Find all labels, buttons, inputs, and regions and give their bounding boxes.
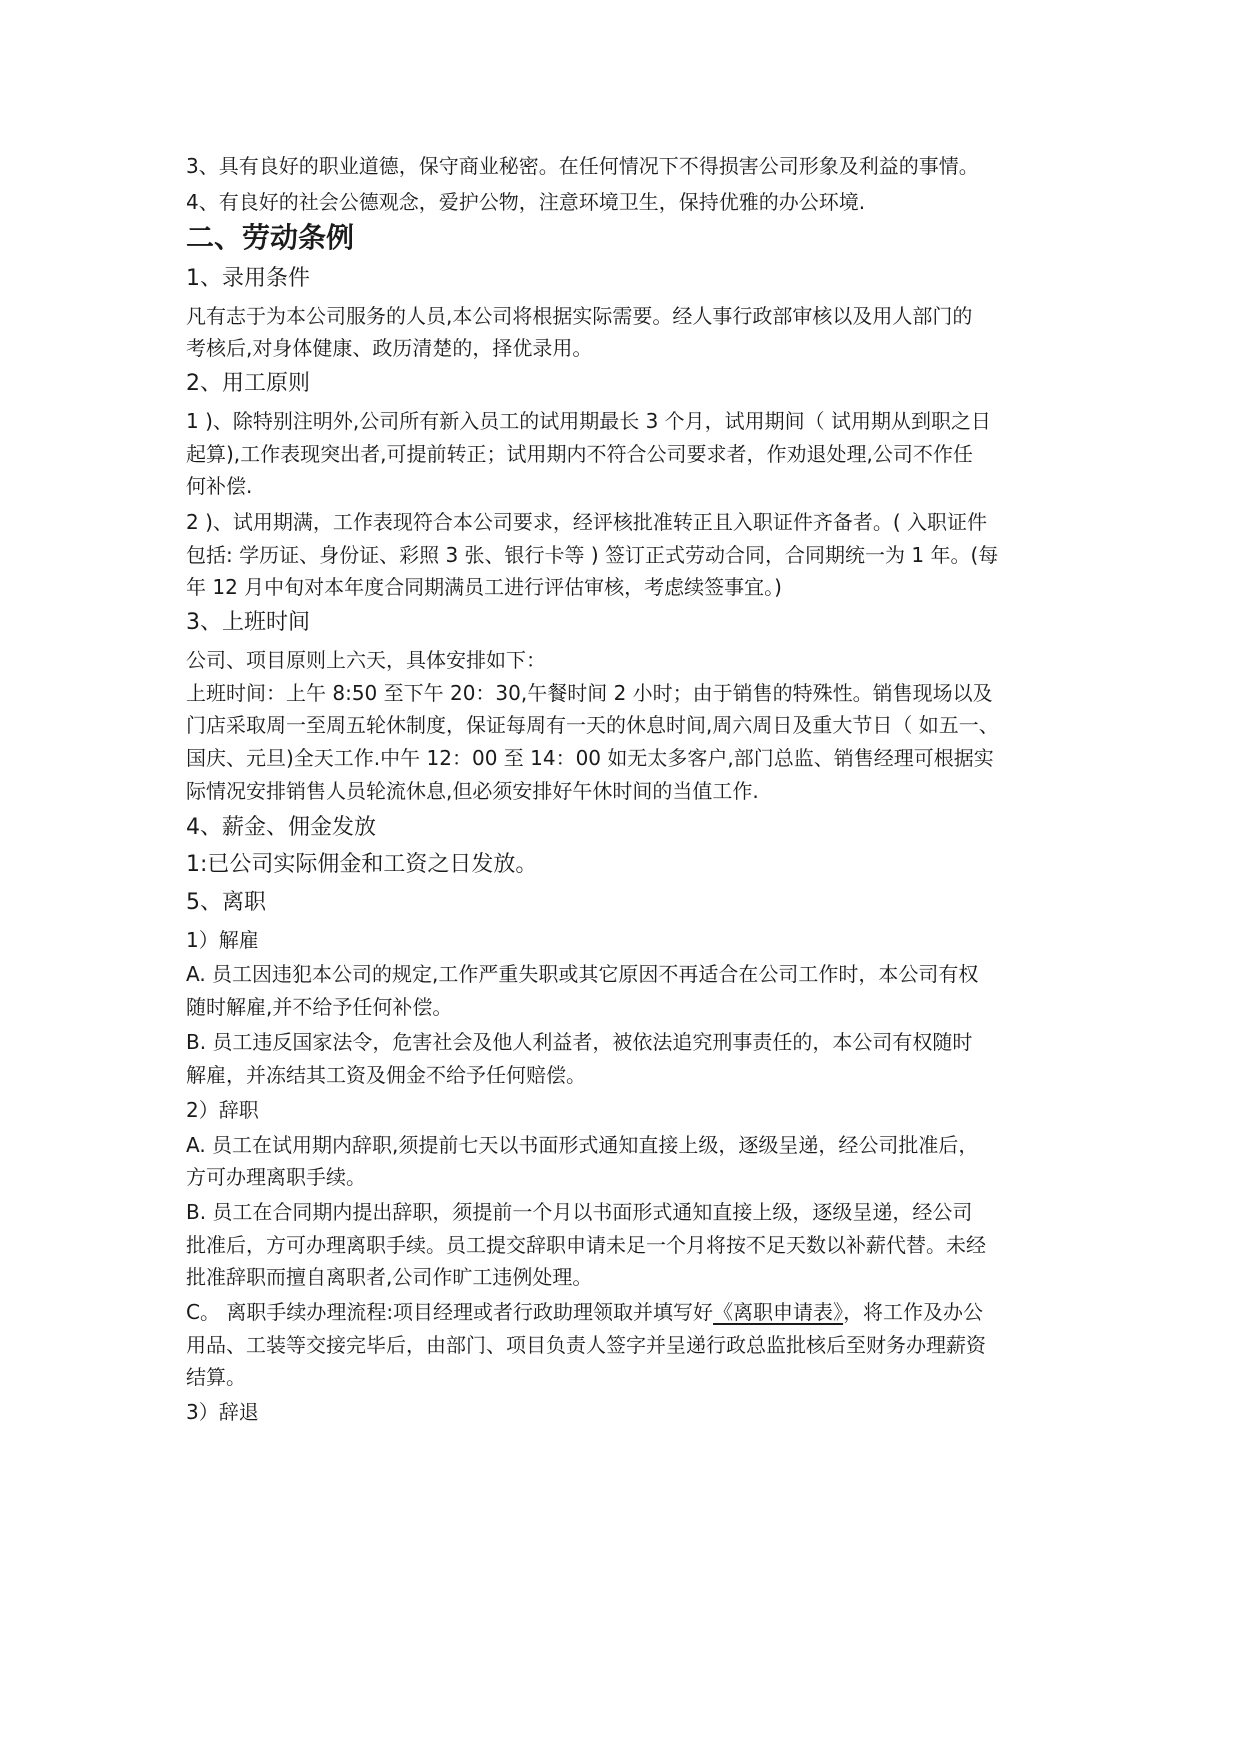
salary-heading: 4、薪金、佣金发放	[186, 815, 376, 840]
principles-item1-line-1: 1 )、除特别注明外,公司所有新入员工的试用期最长 3 个月，试用期间（ 试用期从到职之日	[186, 409, 992, 433]
principles-item2-line-2: 包括: 学历证、身份证、彩照 3 张、银行卡等 ) 签订正式劳动合同，合同期统一为 1 年。(每	[186, 543, 999, 567]
quit-b-line-2: 批准后，方可办理离职手续。员工提交辞职申请未足一个月将按不足天数以补薪代替。未经	[186, 1233, 986, 1257]
dismissal-a-line-2: 随时解雇,并不给予任何补偿。	[186, 995, 453, 1019]
dismissal-b-line-1: B. 员工违反国家法令，危害社会及他人利益者，被依法追究刑事责任的，本公司有权随时	[186, 1030, 973, 1054]
quit-a-line-1: A. 员工在试用期内辞职,须提前七天以书面形式通知直接上级，逐级呈递，经公司批准后，	[186, 1133, 979, 1157]
principles-item2-line-3: 年 12 月中旬对本年度合同期满员工进行评估审核，考虑续签事宜。)	[186, 575, 782, 599]
quit-c-line-1	[186, 1298, 983, 1326]
resignation-heading: 5、离职	[186, 890, 266, 915]
quit-b-line-3: 批准辞职而擅自离职者,公司作旷工违例处理。	[186, 1265, 593, 1289]
dismiss-heading: 3）辞退	[186, 1400, 259, 1424]
principles-item1-line-3: 何补偿.	[186, 474, 253, 498]
salary-line: 1:已公司实际佣金和工资之日发放。	[186, 852, 538, 877]
work-hours-line-4: 际情况安排销售人员轮流休息,但必须安排好午休时间的当值工作.	[186, 779, 759, 803]
intro-item-3: 3、具有良好的职业道德，保守商业秘密。在任何情况下不得损害公司形象及利益的事情。	[186, 154, 979, 178]
section-title: 二、劳动条例	[186, 221, 355, 254]
hiring-line-2: 考核后,对身体健康、政历清楚的，择优录用。	[186, 336, 593, 360]
work-hours-line-2: 门店采取周一至周五轮休制度，保证每周有一天的休息时间,周六周日及重大节日（ 如五一、	[186, 713, 999, 737]
quit-c-text-before: C。 离职手续办理流程:项目经理或者行政助理领取并填写好	[186, 1300, 714, 1324]
work-hours-heading: 3、上班时间	[186, 610, 310, 635]
principles-heading: 2、用工原则	[186, 371, 310, 396]
work-hours-line-3: 国庆、元旦)全天工作.中午 12：00 至 14：00 如无太多客户,部门总监、销售经理可根据实	[186, 746, 994, 770]
intro-item-4: 4、有良好的社会公德观念，爱护公物，注意环境卫生，保持优雅的办公环境.	[186, 190, 866, 214]
dismissal-heading: 1）解雇	[186, 928, 259, 952]
hiring-line-1: 凡有志于为本公司服务的人员,本公司将根据实际需要。经人事行政部审核以及用人部门的	[186, 304, 973, 328]
principles-item1-line-2: 起算),工作表现突出者,可提前转正；试用期内不符合公司要求者，作劝退处理,公司不作任	[186, 442, 973, 466]
dismissal-b-line-2: 解雇，并冻结其工资及佣金不给予任何赔偿。	[186, 1063, 586, 1087]
quit-a-line-2: 方可办理离职手续。	[186, 1165, 366, 1189]
quit-c-line-2: 用品、工装等交接完毕后，由部门、项目负责人签字并呈递行政总监批核后至财务办理薪资	[186, 1333, 986, 1357]
quit-b-line-1: B. 员工在合同期内提出辞职，须提前一个月以书面形式通知直接上级，逐级呈递，经公司	[186, 1200, 973, 1224]
dismissal-a-line-1: A. 员工因违犯本公司的规定,工作严重失职或其它原因不再适合在公司工作时，本公司有权	[186, 962, 979, 986]
hiring-heading: 1、录用条件	[186, 266, 310, 291]
quit-c-line-3: 结算。	[186, 1365, 246, 1389]
quit-heading: 2）辞职	[186, 1098, 259, 1122]
work-hours-line-1: 上班时间：上午 8:50 至下午 20：30,午餐时间 2 小时；由于销售的特殊性。销售现场以及	[186, 681, 993, 705]
resignation-form-name: 《离职申请表》	[713, 1300, 844, 1324]
quit-c-text-after: ，将工作及办公	[843, 1300, 984, 1324]
principles-item2-line-1: 2 )、试用期满，工作表现符合本公司要求，经评核批准转正且入职证件齐备者。( 入职证件	[186, 510, 988, 534]
work-hours-intro: 公司、项目原则上六天，具体安排如下：	[186, 648, 546, 672]
